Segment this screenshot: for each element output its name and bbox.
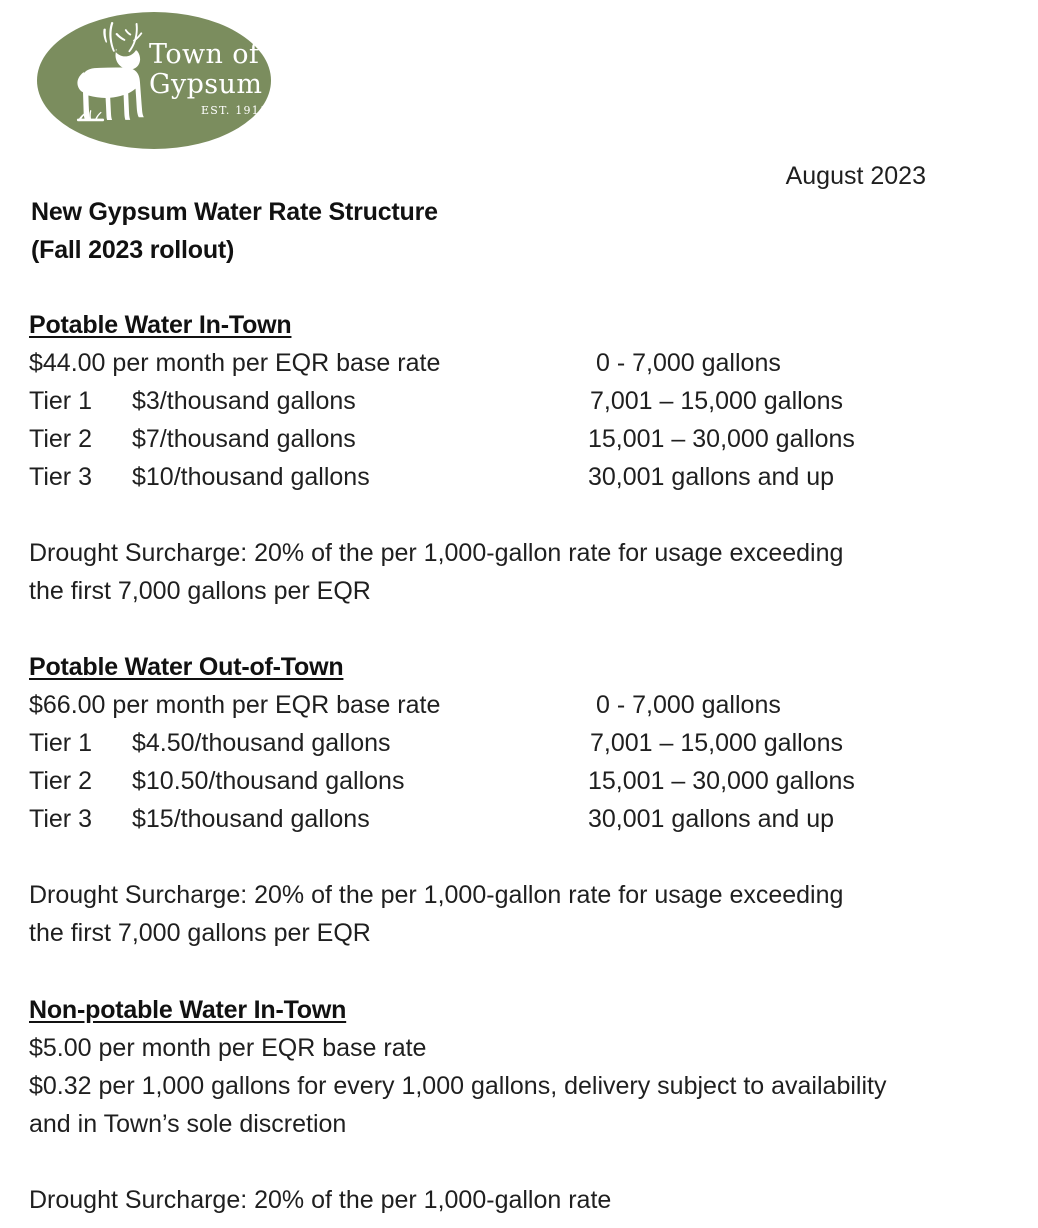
section-heading: Non-potable Water In-Town xyxy=(29,996,347,1024)
section-heading: Potable Water In-Town xyxy=(29,311,292,339)
base-rate-range: 0 - 7,000 gallons xyxy=(596,691,781,719)
blank-line xyxy=(29,1143,886,1181)
tier-row xyxy=(29,724,843,762)
drought-surcharge-line2: the first 7,000 gallons per EQR xyxy=(29,577,371,605)
tier-rate: $15/thousand gallons xyxy=(132,805,370,833)
detail-line2: and in Town’s sole discretion xyxy=(29,1110,347,1138)
tier-rate: $3/thousand gallons xyxy=(132,387,356,415)
tier-row xyxy=(29,458,843,496)
page-title-line1: New Gypsum Water Rate Structure xyxy=(31,198,438,226)
town-logo xyxy=(37,12,271,149)
tier-rate: $4.50/thousand gallons xyxy=(132,729,391,757)
section-potable-in-town xyxy=(29,306,855,610)
drought-surcharge-line1: Drought Surcharge: 20% of the per 1,000-gallon rate for usage exceeding xyxy=(29,881,844,909)
document-date: August 2023 xyxy=(785,162,926,190)
tier-label: Tier 2 xyxy=(29,425,92,453)
blank-line xyxy=(29,838,843,876)
tier-range: 30,001 gallons and up xyxy=(588,805,835,833)
base-rate-row xyxy=(29,344,843,382)
base-rate-label: $5.00 per month per EQR base rate xyxy=(29,1034,427,1062)
detail-line1: $0.32 per 1,000 gallons for every 1,000 gallons, delivery subject to availability xyxy=(29,1072,887,1100)
tier-row xyxy=(29,420,855,458)
tier-label: Tier 2 xyxy=(29,767,92,795)
blank-line xyxy=(29,496,843,534)
base-rate-label: $44.00 per month per EQR base rate xyxy=(29,349,441,377)
tier-rate: $10/thousand gallons xyxy=(132,463,370,491)
tier-range: 30,001 gallons and up xyxy=(588,463,835,491)
page-title xyxy=(31,193,438,269)
section-non-potable-in-town xyxy=(29,991,886,1219)
tier-range: 7,001 – 15,000 gallons xyxy=(590,729,843,757)
tier-label: Tier 1 xyxy=(29,387,92,415)
page-title-line2: (Fall 2023 rollout) xyxy=(31,236,235,264)
tier-label: Tier 3 xyxy=(29,805,92,833)
tier-row xyxy=(29,382,843,420)
tier-row xyxy=(29,762,855,800)
tier-range: 7,001 – 15,000 gallons xyxy=(590,387,843,415)
tier-label: Tier 1 xyxy=(29,729,92,757)
section-heading: Potable Water Out-of-Town xyxy=(29,653,344,681)
base-rate-range: 0 - 7,000 gallons xyxy=(596,349,781,377)
base-rate-row xyxy=(29,686,843,724)
tier-range: 15,001 – 30,000 gallons xyxy=(588,767,855,795)
logo-established-text: EST. 1911 xyxy=(201,104,269,117)
tier-label: Tier 3 xyxy=(29,463,92,491)
drought-surcharge-line1: Drought Surcharge: 20% of the per 1,000-gallon rate for usage exceeding xyxy=(29,539,844,567)
logo-org-line1: Town of xyxy=(149,39,260,70)
section-potable-out-of-town xyxy=(29,648,855,952)
tier-rate: $10.50/thousand gallons xyxy=(132,767,405,795)
logo-org-name xyxy=(149,40,269,100)
drought-surcharge-line2: the first 7,000 gallons per EQR xyxy=(29,919,371,947)
base-rate-label: $66.00 per month per EQR base rate xyxy=(29,691,441,719)
tier-rate: $7/thousand gallons xyxy=(132,425,356,453)
tier-row xyxy=(29,800,843,838)
tier-range: 15,001 – 30,000 gallons xyxy=(588,425,855,453)
logo-org-line2: Gypsum xyxy=(149,69,263,100)
drought-surcharge-line1: Drought Surcharge: 20% of the per 1,000-gallon rate xyxy=(29,1186,612,1214)
